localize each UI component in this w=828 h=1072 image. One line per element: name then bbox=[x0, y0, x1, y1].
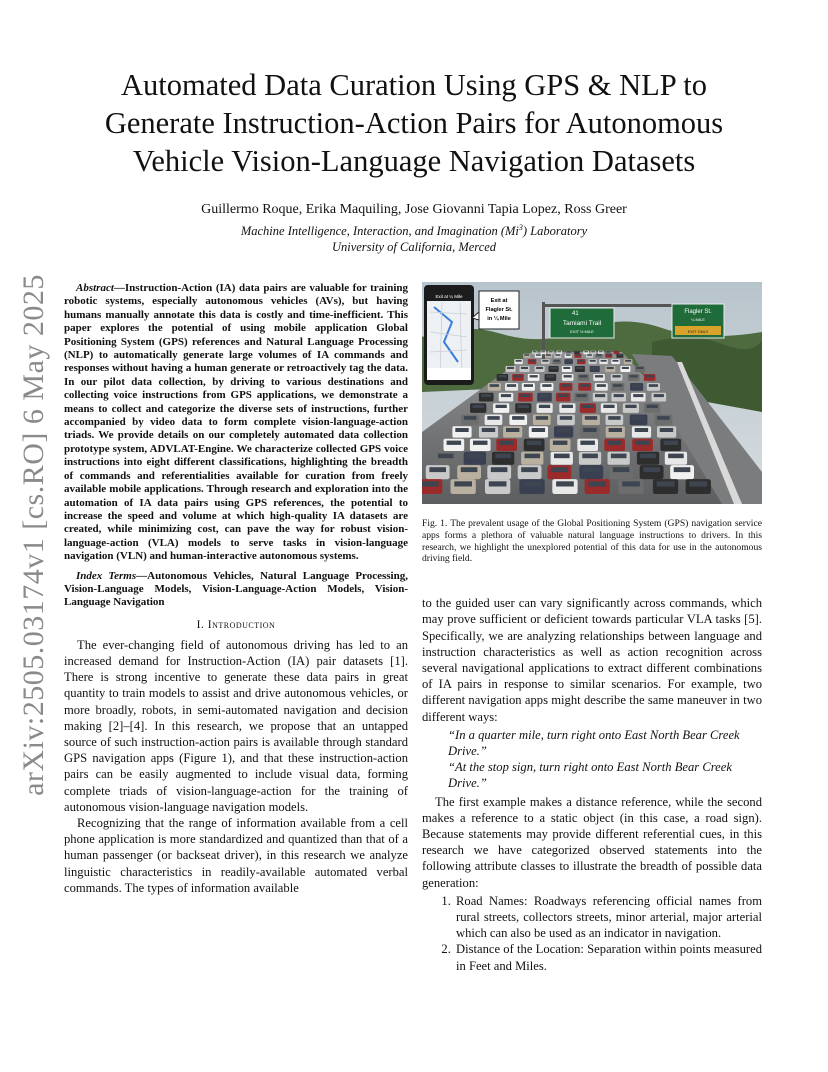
car-window bbox=[635, 428, 648, 432]
car-window bbox=[575, 351, 579, 352]
right-paragraph-2: The first example makes a distance reference, while the second makes a reference to a static object (in this case, a road sign). Because statements may provide different referential cues, in this research we have categorized observed statements into the following attribute classes to illustrate the breadth of possible data generation: bbox=[422, 794, 762, 890]
car-window bbox=[529, 360, 535, 362]
title-line-2: Generate Instruction-Action Pairs for Autonomous bbox=[104, 106, 724, 140]
arxiv-identifier-text: arXiv:2505.03174v1 [cs.RO] 6 May 2025 bbox=[17, 274, 50, 796]
car-window bbox=[585, 416, 597, 420]
car-window bbox=[499, 441, 514, 445]
car-window bbox=[507, 384, 516, 387]
car-window bbox=[595, 394, 605, 397]
car-window bbox=[566, 354, 571, 356]
car-window bbox=[454, 481, 472, 486]
car-window bbox=[562, 405, 573, 408]
car-window bbox=[591, 367, 598, 369]
car-window bbox=[546, 375, 554, 377]
car-window bbox=[521, 367, 528, 369]
car-window bbox=[464, 416, 476, 420]
figure-1-caption: Fig. 1. The prevalent usage of the Global Positioning System (GPS) navigation service apps forms a plethora of valuable natural language instructions to drivers. In this research, we highlight the unexplored potential of this data for use in the autonomous driving field. bbox=[422, 518, 762, 565]
car-window bbox=[584, 351, 588, 352]
car-window bbox=[541, 351, 545, 352]
car-window bbox=[654, 394, 664, 397]
car-window bbox=[524, 384, 533, 387]
car-window bbox=[632, 384, 641, 387]
car-window bbox=[461, 467, 478, 472]
arxiv-identifier bbox=[12, 274, 56, 796]
car-window bbox=[473, 441, 488, 445]
car-window bbox=[506, 428, 519, 432]
list-item: 2. Distance of the Location: Separation within points measured in Feet and Miles. bbox=[454, 941, 762, 973]
car-window bbox=[632, 416, 644, 420]
car-window bbox=[647, 405, 658, 408]
car-window bbox=[521, 467, 538, 472]
car-window bbox=[668, 454, 684, 459]
car-window bbox=[625, 405, 636, 408]
car-window bbox=[512, 416, 524, 420]
car-window bbox=[576, 367, 583, 369]
car-window bbox=[560, 416, 572, 420]
car-window bbox=[514, 375, 522, 377]
car-window bbox=[583, 428, 596, 432]
car-window bbox=[613, 375, 621, 377]
car-window bbox=[674, 467, 691, 472]
car-window bbox=[657, 481, 675, 486]
example-quote-1: “In a quarter mile, turn right onto East North Bear Creek Drive.” bbox=[448, 727, 740, 759]
car-window bbox=[595, 375, 603, 377]
car-window bbox=[587, 354, 592, 356]
car-window bbox=[563, 367, 570, 369]
car-window bbox=[611, 454, 627, 459]
car-window bbox=[635, 441, 650, 445]
car-window bbox=[622, 481, 640, 486]
car-window bbox=[615, 351, 619, 352]
intro-paragraph-2: Recognizing that the range of information available from a cell phone application is more standardized and quantized than that of a human passenger (or backseat driver), in this research we analyze linguistic characteristics in readily-available automated verbal commands. The types of information available bbox=[64, 815, 408, 895]
sign-right-name: Flagler St. bbox=[684, 309, 712, 315]
car-window bbox=[539, 394, 549, 397]
car-window bbox=[489, 481, 507, 486]
car-window bbox=[554, 360, 560, 362]
affiliation bbox=[60, 220, 768, 255]
left-column bbox=[64, 282, 408, 896]
car-window bbox=[481, 394, 491, 397]
car-window bbox=[527, 441, 542, 445]
car-window bbox=[501, 394, 511, 397]
car-window bbox=[496, 405, 507, 408]
figure-1-image bbox=[422, 282, 762, 504]
callout-line-2: Flagler St. bbox=[485, 307, 513, 313]
car-window bbox=[546, 354, 551, 356]
title-line-3: Vehicle Vision-Language Navigation Datasets bbox=[132, 144, 696, 178]
sign-left-name: Tamiami Trail bbox=[562, 320, 602, 327]
car-window bbox=[564, 375, 572, 377]
car-window bbox=[523, 481, 541, 486]
car-window bbox=[539, 405, 550, 408]
car-window bbox=[582, 454, 598, 459]
car-window bbox=[636, 367, 643, 369]
car-window bbox=[467, 454, 483, 459]
car-window bbox=[495, 454, 511, 459]
car-window bbox=[633, 394, 643, 397]
car-window bbox=[561, 384, 570, 387]
author-list: Guillermo Roque, Erika Maquiling, Jose Giovanni Tapia Lopez, Ross Greer bbox=[201, 202, 627, 217]
car-window bbox=[507, 367, 514, 369]
car-window bbox=[608, 416, 620, 420]
index-terms bbox=[64, 570, 408, 610]
car-window bbox=[566, 360, 572, 362]
abstract bbox=[64, 282, 408, 564]
car-window bbox=[536, 416, 548, 420]
car-window bbox=[556, 481, 574, 486]
callout-line-3: in ¼ Mile bbox=[487, 316, 511, 322]
car-window bbox=[422, 481, 439, 486]
sign-left-sub: EXIT ½ MILE bbox=[570, 329, 594, 334]
car-window bbox=[664, 441, 679, 445]
list-item: 1. Road Names: Roadways referencing official names from rural streets, collectors streets, minor arterial, major arterial which can also be used as an indicator in navigation. bbox=[454, 893, 762, 942]
car-window bbox=[542, 360, 548, 362]
car-window bbox=[576, 394, 586, 397]
car-window bbox=[520, 394, 530, 397]
car-window bbox=[614, 394, 624, 397]
car-window bbox=[625, 360, 631, 362]
car-window bbox=[554, 454, 570, 459]
car-window bbox=[646, 375, 654, 377]
car-window bbox=[660, 428, 673, 432]
attribute-class-list bbox=[422, 893, 762, 974]
car-window bbox=[516, 360, 522, 362]
car-window bbox=[530, 375, 538, 377]
paper-title bbox=[60, 66, 768, 180]
sign-right-exit: EXIT ONLY bbox=[687, 329, 709, 334]
car-window bbox=[491, 467, 508, 472]
traffic-photo bbox=[422, 282, 762, 504]
right-column bbox=[422, 282, 762, 974]
car-window bbox=[580, 441, 595, 445]
car-window bbox=[618, 354, 623, 356]
car-window bbox=[597, 384, 606, 387]
car-window bbox=[591, 351, 595, 352]
car-window bbox=[613, 384, 622, 387]
lab-name: Machine Intelligence, Interaction, and Imagination (Mi$^3$) Laboratory bbox=[240, 223, 588, 239]
car-window bbox=[555, 354, 560, 356]
car-window bbox=[606, 354, 611, 356]
phone-banner: Exit at ¼ Mile bbox=[435, 294, 463, 299]
intro-paragraph-1: The ever-changing field of autonomous driving has led to an increased demand for Instruction-Action (IA) pair datasets [1]. There is strong incentive to generate these data pairs in great quantity to train models to assist and drive autonomous vehicles, or more broadly, robots, in semi-automated navigation and decision making [2]–[4]. In this research, we propose that an untapped source of such instruction-action pairs is available through standard GPS navigation apps (Figure 1), and that these instruction-action pairs can be easily augmented to include visual data, forming complete triads of vision-language-action for the training of autonomous vision-language navigation models. bbox=[64, 637, 408, 814]
car-window bbox=[590, 360, 596, 362]
car-window bbox=[613, 467, 630, 472]
car-window bbox=[473, 405, 484, 408]
car-window bbox=[551, 467, 568, 472]
car-window bbox=[582, 405, 593, 408]
car-window bbox=[599, 351, 603, 352]
car-window bbox=[608, 441, 623, 445]
car-window bbox=[601, 360, 607, 362]
car-window bbox=[557, 351, 561, 352]
index-terms-text: —Autonomous Vehicles, Natural Language Processing, Vision-Language Models, Vision-Language-Action Models, Vision-Language Navigation bbox=[64, 569, 408, 609]
car-window bbox=[567, 351, 571, 352]
car-window bbox=[536, 367, 543, 369]
car-window bbox=[609, 428, 622, 432]
car-window bbox=[455, 428, 468, 432]
car-window bbox=[580, 384, 589, 387]
car-window bbox=[429, 467, 446, 472]
title-line-1: Automated Data Curation Using GPS & NLP to bbox=[121, 68, 707, 102]
car-window bbox=[482, 428, 495, 432]
index-terms-label: Index Terms bbox=[76, 569, 137, 582]
car-window bbox=[550, 367, 557, 369]
car-window bbox=[524, 354, 529, 356]
car-window bbox=[549, 351, 553, 352]
university-name: University of California, Merced bbox=[331, 240, 497, 255]
car-window bbox=[622, 367, 629, 369]
car-window bbox=[498, 375, 506, 377]
car-window bbox=[588, 481, 606, 486]
car-window bbox=[532, 428, 545, 432]
car-window bbox=[579, 375, 587, 377]
car-window bbox=[525, 454, 541, 459]
car-window bbox=[640, 454, 656, 459]
car-window bbox=[533, 351, 537, 352]
car-window bbox=[597, 354, 602, 356]
sign-left-route: 41 bbox=[572, 311, 579, 317]
car-window bbox=[518, 405, 529, 408]
sign-right-sub: ¼ MILE bbox=[691, 317, 705, 322]
car-window bbox=[542, 384, 551, 387]
abstract-label: Abstract bbox=[76, 282, 114, 294]
car-window bbox=[558, 394, 568, 397]
example-quote-2: “At the stop sign, turn right onto East North Bear Creek Drive.” bbox=[448, 760, 732, 791]
car-window bbox=[447, 441, 462, 445]
car-window bbox=[603, 405, 614, 408]
car-window bbox=[438, 454, 454, 459]
car-window bbox=[606, 351, 610, 352]
right-paragraph-1: to the guided user can vary significantly across commands, which may prove sufficient or deficient towards particular VLA tasks [5]. Specifically, we are analyzing relationships between language and instruction characteristics as well as action recognition across several navigational applications to extract different combinations of IA pairs in response to similar scenarios. For example, two different navigation apps might describe the same maneuver in two different ways: bbox=[422, 596, 762, 724]
car-window bbox=[583, 467, 600, 472]
car-window bbox=[487, 416, 499, 420]
car-window bbox=[490, 384, 499, 387]
car-window bbox=[553, 441, 568, 445]
car-window bbox=[689, 481, 707, 486]
car-window bbox=[575, 354, 580, 356]
callout-line-1: Exit at bbox=[490, 298, 508, 304]
car-window bbox=[613, 360, 619, 362]
section-heading-introduction: I. Introduction bbox=[196, 618, 276, 631]
car-window bbox=[536, 354, 541, 356]
car-window bbox=[557, 428, 570, 432]
abstract-text: —Instruction-Action (IA) data pairs are valuable for training robotic systems, especially autonomous vehicles (AVs), but having humans manually annotate this data is costly and time-inefficient. This paper explores the potential of using mobile application Global Positioning System (GPS) references and Natural Language Processing (NLP) to automatically generate large volumes of IA commands and responses without having a human generate or retroactively tag the data. In our pilot data collection, by driving to various destinations and collecting voice instructions from GPS applications, we demonstrate a means to collect and categorize the diverse sets of instructions, further accompanied by video data to form complete vision-language-action triads. We provide details on our completely automated data collection prototype system, ADVLAT-Engine. We characterize collected GPS voice instructions into eight different classifications, highlighting the breadth of commands and referentialities available for curation from freely available mobile applications. Through research and exploration into the automation of IA data pairs using GPS references, the potential to increase the speed and volume at which high-quality IA datasets are created, while minimizing cost, can pave the way for robust vision-language-action (VLA) models to serve tasks in vision-language navigation (VLN) and human-interactive autonomous systems. bbox=[64, 282, 408, 563]
car-window bbox=[607, 367, 614, 369]
car-window bbox=[649, 384, 658, 387]
car-window bbox=[630, 375, 638, 377]
car-window bbox=[657, 416, 669, 420]
car-window bbox=[643, 467, 660, 472]
car-window bbox=[578, 360, 584, 362]
